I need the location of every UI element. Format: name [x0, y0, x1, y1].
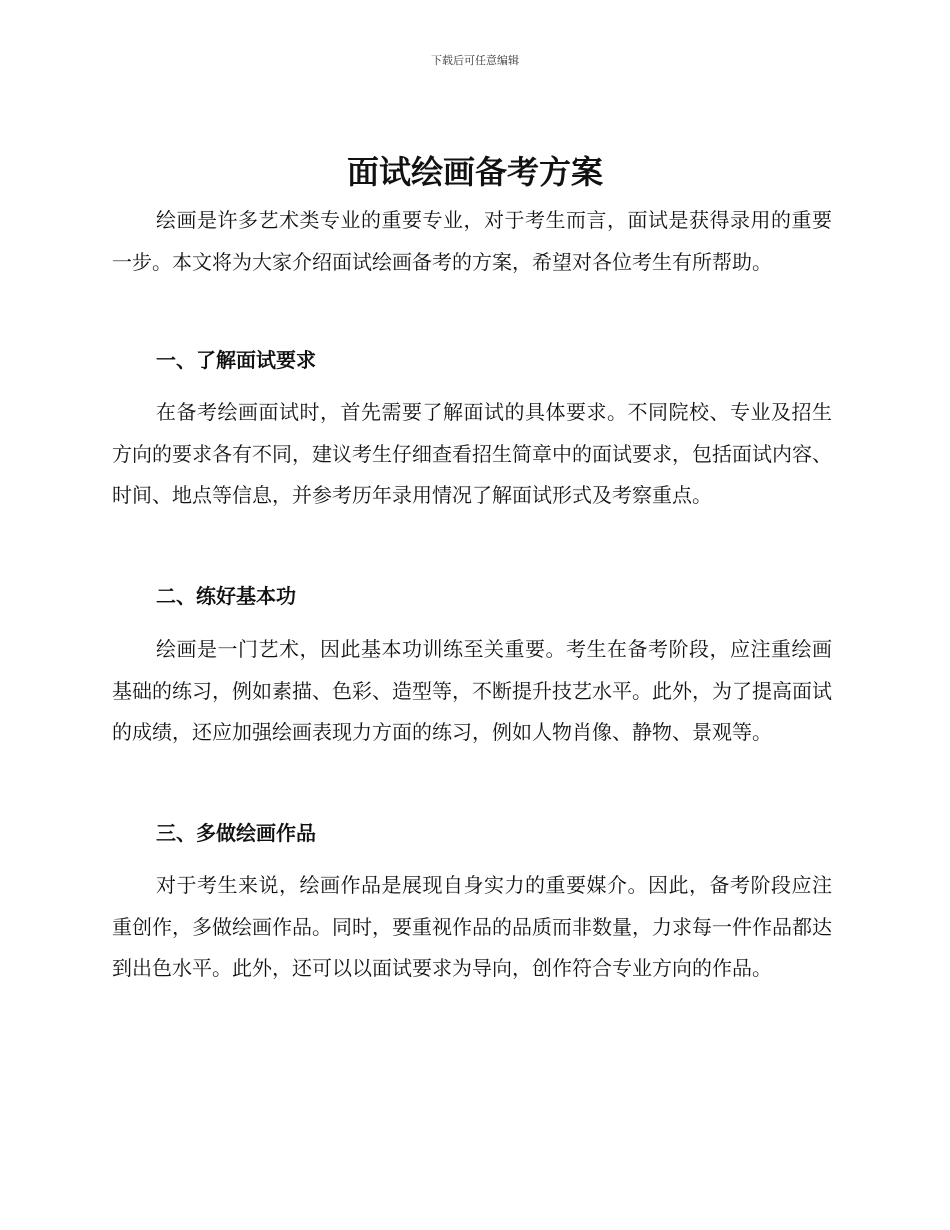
section-heading: 三、多做绘画作品: [156, 821, 316, 845]
section-heading: 二、练好基本功: [156, 584, 296, 608]
section-heading: 一、了解面试要求: [156, 348, 316, 372]
section-paragraph: 对于考生来说，绘画作品是展现自身实力的重要媒介。因此，备考阶段应注重创作，多做绘画作品。同时，要重视作品的品质而非数量，力求每一件作品都达到出色水平。此外，还可以以面试要求为导向，创作符合专业方向的作品。: [112, 873, 832, 980]
intro-paragraph: 绘画是许多艺术类专业的重要专业，对于考生而言，面试是获得录用的重要一步。本文将为大家介绍面试绘画备考的方案，希望对各位考生有所帮助。: [112, 208, 832, 274]
document-title: 面试绘画备考方案: [346, 153, 603, 191]
section-1-body: [112, 392, 832, 517]
section-paragraph: 绘画是一门艺术，因此基本功训练至关重要。考生在备考阶段，应注重绘画基础的练习，例如素描、色彩、造型等，不断提升技艺水平。此外，为了提高面试的成绩，还应加强绘画表现力方面的练习，例如人物肖像、静物、景观等。: [112, 637, 832, 744]
section-3: [112, 819, 832, 847]
page-header: 下载后可任意编辑: [431, 54, 519, 67]
section-3-body: [112, 865, 832, 990]
section-2-body: [112, 629, 832, 754]
intro-block: [112, 200, 832, 283]
section-2: [112, 582, 832, 610]
section-paragraph: 在备考绘画面试时，首先需要了解面试的具体要求。不同院校、专业及招生方向的要求各有不同，建议考生仔细查看招生简章中的面试要求，包括面试内容、时间、地点等信息，并参考历年录用情况了解面试形式及考察重点。: [112, 400, 832, 507]
section-1: [112, 346, 832, 374]
